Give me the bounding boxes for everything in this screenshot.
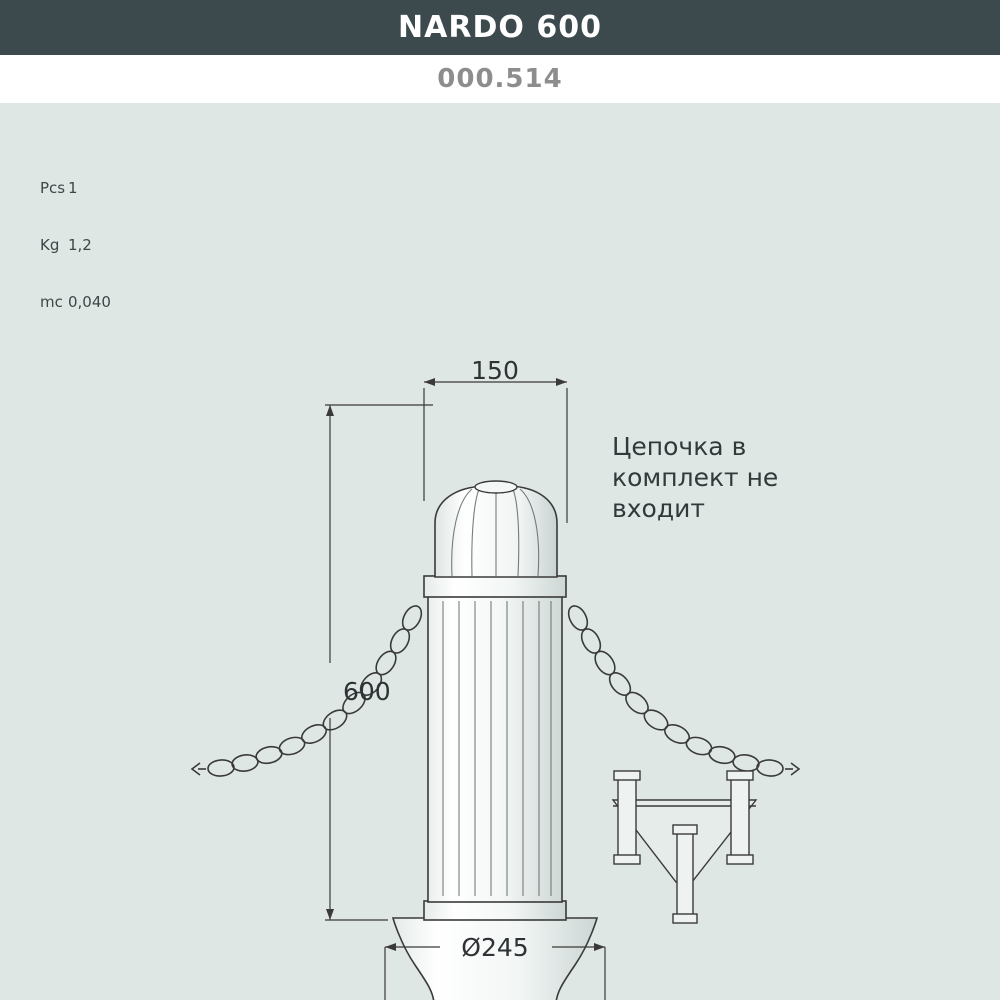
dimension-label-base: Ø245 — [461, 933, 529, 962]
spec-value-mc: 0,040 — [68, 293, 111, 311]
spec-value-kg: 1,2 — [68, 236, 92, 254]
bollard-lower-collar — [424, 901, 566, 920]
dimension-height-600 — [325, 405, 433, 920]
product-code: 000.514 — [437, 64, 563, 94]
technical-drawing-area — [0, 103, 1000, 1000]
bollard-drawing — [0, 103, 1000, 1000]
anchor-bracket-detail — [613, 771, 756, 923]
chain-not-included-note: Цепочка в комплект не входит — [612, 432, 779, 523]
bollard-shaft — [428, 595, 562, 902]
page-title: NARDO 600 — [398, 10, 602, 45]
dimension-label-600: 600 — [343, 677, 391, 706]
dimension-label-150: 150 — [471, 356, 519, 385]
spec-key-kg: Kg — [40, 236, 60, 254]
spec-value-pcs: 1 — [68, 179, 78, 197]
spec-key-mc: mc — [40, 293, 63, 311]
bollard-upper-collar — [424, 576, 566, 597]
code-bar — [0, 55, 1000, 103]
spec-key-pcs: Pcs — [40, 179, 66, 197]
bollard-body — [385, 481, 605, 1000]
dome-cap — [475, 481, 517, 493]
title-bar — [0, 0, 1000, 55]
chain-right — [565, 603, 799, 777]
